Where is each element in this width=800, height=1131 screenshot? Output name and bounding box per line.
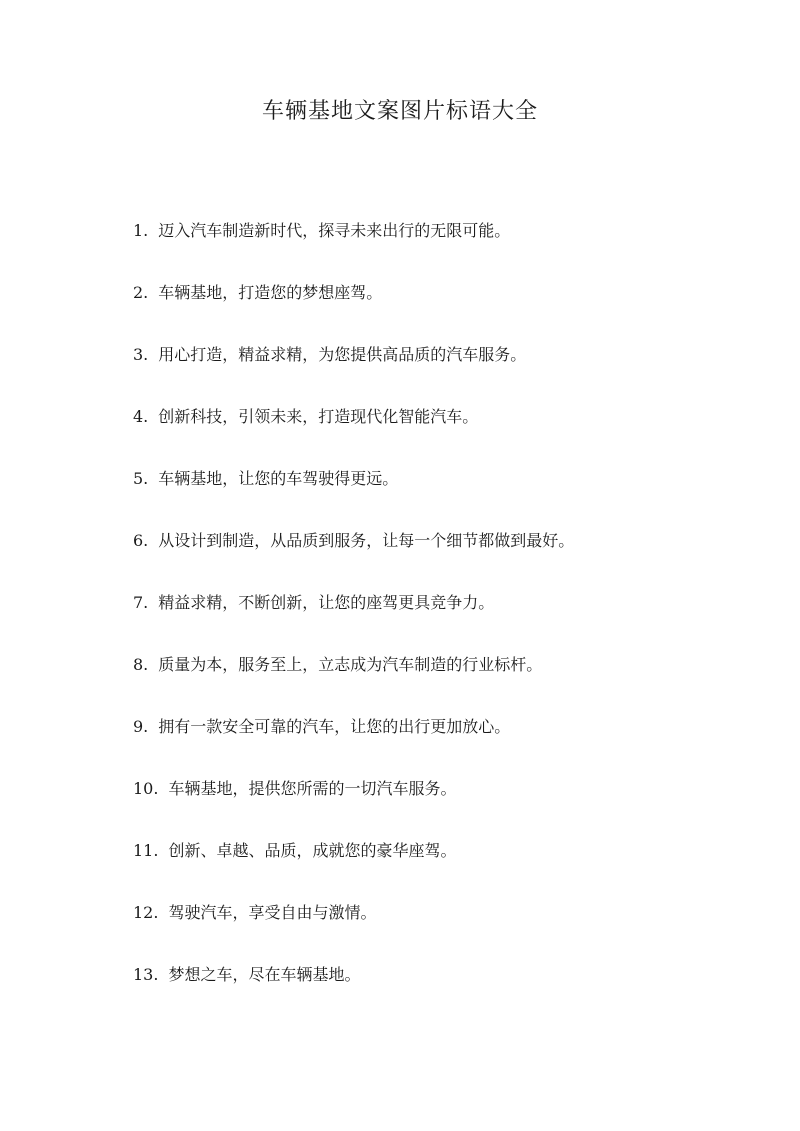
item-number: 13. — [133, 965, 159, 984]
item-text: 迈入汽车制造新时代，探寻未来出行的无限可能。 — [158, 221, 511, 240]
list-item — [133, 526, 753, 555]
item-text: 精益求精，不断创新，让您的座驾更具竞争力。 — [158, 593, 495, 612]
list-item — [133, 216, 753, 245]
item-number: 1. — [133, 221, 149, 240]
document-title: 车辆基地文案图片标语大全 — [261, 99, 538, 124]
slogan-list — [133, 216, 753, 1022]
item-number: 2. — [133, 283, 149, 302]
item-number: 5. — [133, 469, 149, 488]
item-number: 6. — [133, 531, 149, 550]
item-number: 10. — [133, 779, 159, 798]
item-text: 梦想之车，尽在车辆基地。 — [168, 965, 361, 984]
list-item — [133, 278, 753, 307]
item-text: 创新科技，引领未来，打造现代化智能汽车。 — [158, 407, 479, 426]
item-text: 车辆基地，提供您所需的一切汽车服务。 — [168, 779, 457, 798]
list-item — [133, 402, 753, 431]
item-number: 12. — [133, 903, 159, 922]
list-item — [133, 588, 753, 617]
list-item — [133, 898, 753, 927]
item-number: 3. — [133, 345, 149, 364]
list-item — [133, 340, 753, 369]
item-text: 质量为本，服务至上，立志成为汽车制造的行业标杆。 — [158, 655, 543, 674]
item-text: 用心打造，精益求精，为您提供高品质的汽车服务。 — [158, 345, 527, 364]
list-item — [133, 712, 753, 741]
item-text: 创新、卓越、品质，成就您的豪华座驾。 — [168, 841, 457, 860]
list-item — [133, 836, 753, 865]
item-text: 车辆基地，让您的车驾驶得更远。 — [158, 469, 399, 488]
item-number: 11. — [133, 841, 159, 860]
item-number: 9. — [133, 717, 149, 736]
item-text: 驾驶汽车，享受自由与激情。 — [168, 903, 377, 922]
item-text: 车辆基地，打造您的梦想座驾。 — [158, 283, 383, 302]
item-number: 7. — [133, 593, 149, 612]
list-item — [133, 464, 753, 493]
item-text: 从设计到制造，从品质到服务，让每一个细节都做到最好。 — [158, 531, 575, 550]
item-number: 4. — [133, 407, 149, 426]
list-item — [133, 960, 753, 989]
item-text: 拥有一款安全可靠的汽车，让您的出行更加放心。 — [158, 717, 511, 736]
list-item — [133, 650, 753, 679]
list-item — [133, 774, 753, 803]
item-number: 8. — [133, 655, 149, 674]
